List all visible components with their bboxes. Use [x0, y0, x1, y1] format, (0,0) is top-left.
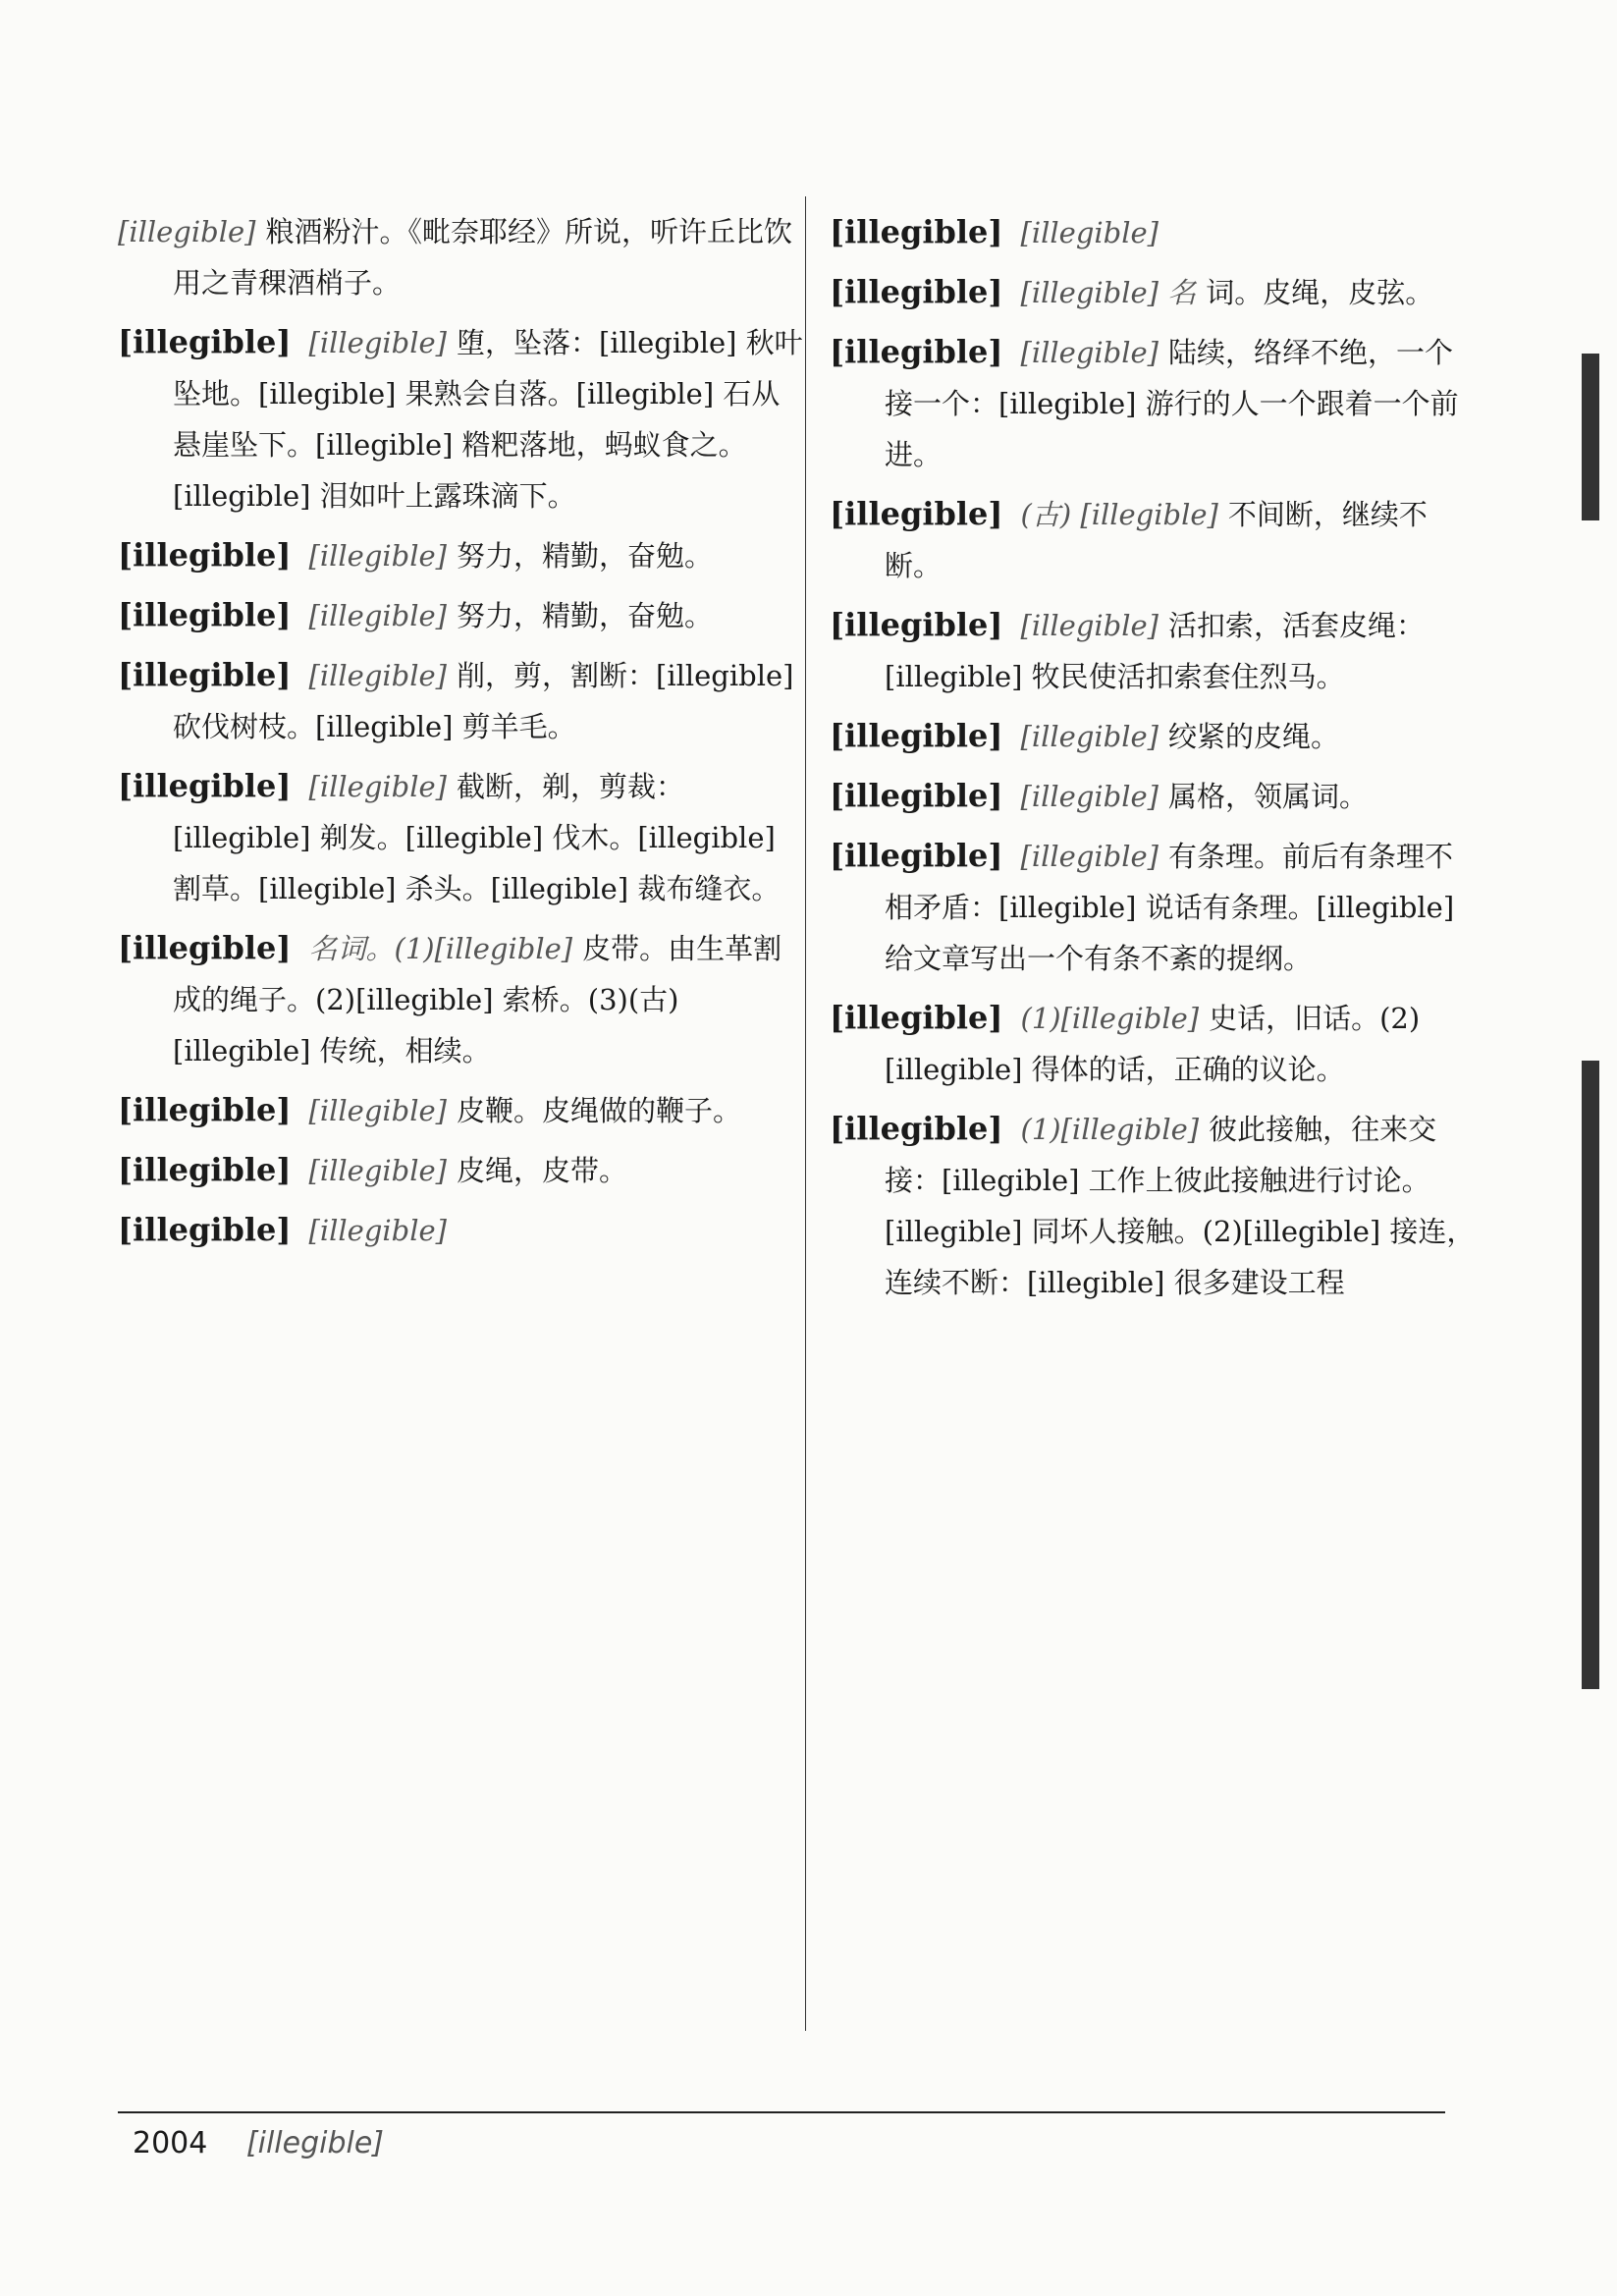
entry-chinese-gloss: 不间断，继续不断。: [885, 498, 1428, 582]
entry-headword: [illegible]: [830, 837, 1003, 874]
entry-tibetan-text: (古) [illegible]: [1020, 498, 1218, 531]
entry-tibetan-text: [illegible]: [308, 599, 447, 632]
left-column: [118, 206, 805, 2031]
entry-tibetan-text: (1)[illegible]: [1020, 1113, 1200, 1146]
entry-chinese-gloss: 史话，旧话。(2)[illegible] 得体的话，正确的议论。: [885, 1002, 1421, 1086]
dictionary-entry: [830, 1103, 1478, 1308]
entry-headword: [illegible]: [118, 1151, 292, 1188]
footer-rule: [118, 2111, 1445, 2113]
entry-tibetan-text: [illegible]: [308, 770, 447, 803]
entry-tibetan-text: [illegible]: [1020, 720, 1159, 753]
entry-headword: [illegible]: [830, 273, 1003, 310]
entry-headword: [illegible]: [830, 777, 1003, 814]
entry-tibetan-text: [illegible]: [308, 1214, 447, 1247]
entry-headword: [illegible]: [118, 596, 292, 633]
entry-headword: [illegible]: [118, 767, 292, 804]
dictionary-entry: [830, 206, 1478, 258]
entry-tibetan-text: [illegible]: [1020, 840, 1159, 873]
dictionary-entry: [830, 488, 1478, 591]
entry-headword: [illegible]: [830, 717, 1003, 754]
entry-chinese-gloss: 努力，精勤，奋勉。: [457, 539, 714, 573]
entry-headword: [illegible]: [118, 929, 292, 966]
entry-tibetan-text: [illegible]: [1020, 216, 1159, 249]
entry-tibetan-text: [illegible]: [308, 539, 447, 573]
entry-headword: [illegible]: [118, 323, 292, 360]
entry-headword: [illegible]: [830, 213, 1003, 250]
entry-chinese-gloss: 词。皮绳，皮弦。: [1206, 276, 1434, 309]
headword-range: [illegible]: [245, 2126, 384, 2160]
entry-tibetan-text: [illegible]: [118, 215, 256, 248]
dictionary-entry: [118, 760, 805, 914]
entry-chinese-gloss: 皮带。由生革割成的绳子。(2)[illegible] 索桥。(3)(古)[illegible] 传统，相续。: [173, 932, 782, 1067]
entry-chinese-gloss: 截断，剃，剪裁：[illegible] 剃发。[illegible] 伐木。[illegible] 割草。[illegible] 杀头。[illegible] 裁布缝衣。: [173, 770, 781, 905]
page-footer: [133, 2126, 384, 2160]
entry-chinese-gloss: 堕，坠落：[illegible] 秋叶坠地。[illegible] 果熟会自落。[illegible] 石从悬崖坠下。[illegible] 糌粑落地，蚂蚁食之。[illegible] 泪如叶上露珠滴下。: [173, 326, 803, 513]
dictionary-entry: [118, 529, 805, 581]
entry-tibetan-text: [illegible] 名: [1020, 276, 1197, 309]
entry-tibetan-text: [illegible]: [1020, 780, 1159, 813]
dictionary-entry: [118, 649, 805, 752]
right-column: [830, 206, 1478, 2031]
entry-chinese-gloss: 粮酒粉汁。《毗奈耶经》所说，听许丘比饮用之青稞酒梢子。: [173, 215, 792, 300]
entry-headword: [illegible]: [830, 999, 1003, 1036]
dictionary-entry: [118, 1204, 805, 1256]
entry-headword: [illegible]: [830, 606, 1003, 643]
dictionary-entry: [118, 1084, 805, 1136]
column-divider: [805, 196, 806, 2031]
dictionary-entry: [118, 316, 805, 521]
entry-headword: [illegible]: [118, 1091, 292, 1128]
entry-tibetan-text: [illegible]: [308, 1094, 447, 1127]
entry-headword: [illegible]: [830, 333, 1003, 370]
dictionary-entry: [830, 710, 1478, 762]
entry-chinese-gloss: 陆续，络绎不绝，一个接一个：[illegible] 游行的人一个跟着一个前进。: [885, 336, 1459, 471]
entry-chinese-gloss: 活扣索，活套皮绳：[illegible] 牧民使活扣索套住烈马。: [885, 609, 1426, 693]
page-number: 2004: [133, 2126, 208, 2160]
entry-headword: [illegible]: [830, 495, 1003, 532]
entry-chinese-gloss: 有条理。前后有条理不相矛盾：[illegible] 说话有条理。[illegible] 给文章写出一个有条不紊的提纲。: [885, 840, 1455, 975]
entry-headword: [illegible]: [118, 536, 292, 574]
entry-headword: [illegible]: [118, 656, 292, 693]
entry-tibetan-text: [illegible]: [308, 1154, 447, 1187]
entry-tibetan-text: [illegible]: [308, 659, 447, 692]
entry-tibetan-text: [illegible]: [1020, 336, 1159, 369]
dictionary-entry: [830, 326, 1478, 480]
scan-edge-marks: [1578, 354, 1603, 2121]
entry-chinese-gloss: 属格，领属词。: [1168, 780, 1369, 813]
entry-tibetan-text: (1)[illegible]: [1020, 1002, 1200, 1035]
dictionary-entry: [830, 992, 1478, 1095]
dictionary-entry: [830, 266, 1478, 318]
entry-headword: [illegible]: [118, 1211, 292, 1248]
dictionary-entry: [830, 770, 1478, 822]
entry-chinese-gloss: 绞紧的皮绳。: [1168, 720, 1340, 753]
dictionary-entry: [830, 830, 1478, 984]
entry-chinese-gloss: 努力，精勤，奋勉。: [457, 599, 714, 632]
entry-chinese-gloss: 皮鞭。皮绳做的鞭子。: [457, 1094, 742, 1127]
entry-chinese-gloss: 削，剪，割断：[illegible] 砍伐树枝。[illegible] 剪羊毛。: [173, 659, 794, 743]
dictionary-entry: [118, 206, 805, 308]
dictionary-entry: [118, 922, 805, 1076]
entry-tibetan-text: [illegible]: [1020, 609, 1159, 642]
dictionary-entry: [830, 599, 1478, 702]
entry-tibetan-text: 名词。(1)[illegible]: [308, 932, 573, 965]
entry-headword: [illegible]: [830, 1110, 1003, 1147]
entry-tibetan-text: [illegible]: [308, 326, 447, 359]
entry-chinese-gloss: 彼此接触，往来交接：[illegible] 工作上彼此接触进行讨论。[illegible] 同坏人接触。(2)[illegible] 接连，连续不断：[illegible] 很多建设工程: [885, 1113, 1476, 1299]
entry-chinese-gloss: 皮绳，皮带。: [457, 1154, 628, 1187]
dictionary-entry: [118, 1144, 805, 1196]
dictionary-entry: [118, 589, 805, 641]
